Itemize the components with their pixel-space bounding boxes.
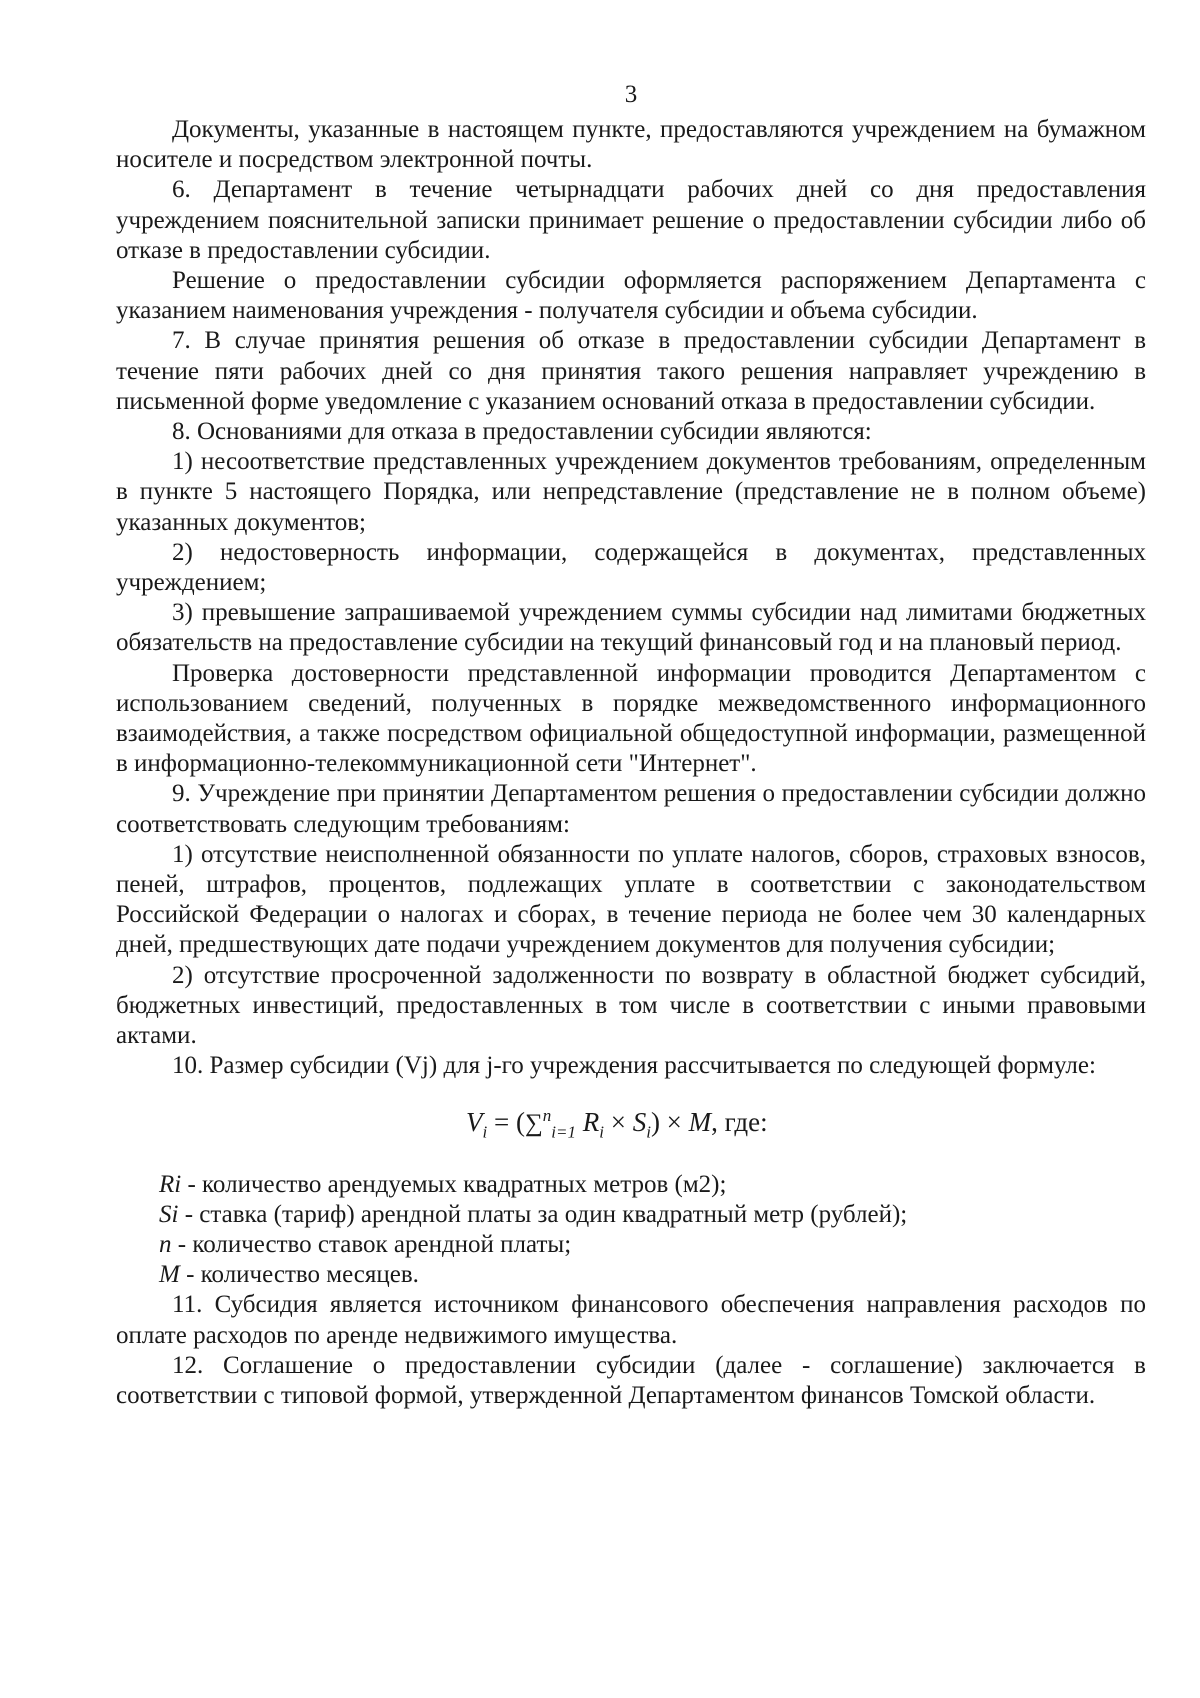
formula-r: R: [582, 1106, 600, 1137]
document-body: [116, 115, 1146, 1411]
definition-symbol: M: [159, 1261, 180, 1289]
paragraph-item-9-1: 1) отсутствие неисполненной обязанности по уплате налогов, сборов, страховых взносов, пеней, штрафов, процентов, подлежащих уплате в соответствии с законодательством Российской Федерации о налогах и сборах, в течение периода не более чем 30 календарных дней, предшествующих дате подачи учреждением документов для получения субсидии;: [116, 840, 1146, 959]
paragraph-item-10: 10. Размер субсидии (Vj) для j-го учреждения рассчитывается по следующей формуле:: [172, 1052, 1096, 1080]
definition-text: - ставка (тариф) арендной платы за один квадратный метр (рублей);: [178, 1200, 908, 1228]
paragraph-item-7: 7. В случае принятия решения об отказе в предоставлении субсидии Департамент в течение пяти рабочих дней со дня принятия такого решения направляет учреждению в письменной форме уведомление с указанием оснований отказа в предоставлении субсидии.: [116, 327, 1146, 415]
definition-text: - количество ставок арендной платы;: [171, 1230, 572, 1258]
definition-symbol: Si: [159, 1200, 179, 1228]
definition-m: [116, 1260, 1146, 1290]
definition-ri: [116, 1170, 1146, 1200]
paragraph-item-8-3: 3) превышение запрашиваемой учреждением суммы субсидии над лимитами бюджетных обязательств на предоставление субсидии на текущий финансовый год и на плановый период.: [116, 599, 1146, 657]
formula-sum-upper: n: [542, 1105, 552, 1125]
paragraph-decision-order: Решение о предоставлении субсидии оформляется распоряжением Департамента с указанием наименования учреждения - получателя субсидии и объема субсидии.: [116, 267, 1146, 325]
paragraph-item-11: 11. Субсидия является источником финансового обеспечения направления расходов по оплате расходов по аренде недвижимого имущества.: [116, 1291, 1146, 1349]
definition-symbol: Ri: [159, 1170, 182, 1198]
subsidy-formula: [116, 1102, 1146, 1144]
formula-s: S: [632, 1106, 647, 1137]
paragraph-item-8-2: 2) недостоверность информации, содержащейся в документах, представленных учреждением;: [116, 538, 1146, 597]
formula-equals: = (: [487, 1106, 525, 1137]
formula-lhs-sub: i: [482, 1121, 488, 1141]
formula-tail: , где:: [711, 1106, 768, 1137]
formula-r-sub: i: [599, 1121, 604, 1141]
definition-text: - количество месяцев.: [179, 1261, 419, 1289]
definition-text: - количество арендуемых квадратных метров (м2);: [181, 1170, 727, 1198]
paragraph-item-8-1: 1) несоответствие представленных учреждением документов требованиям, определенным в пункте 5 настоящего Порядка, или непредставление (представление не в полном объеме) указанных документов;: [116, 448, 1146, 536]
paragraph-item-8: 8. Основаниями для отказа в предоставлении субсидии являются:: [172, 418, 872, 446]
formula-s-sub: i: [646, 1121, 651, 1141]
paragraph-item-12: 12. Соглашение о предоставлении субсидии (далее - соглашение) заключается в соответствии с типовой формой, утвержденной Департаментом финансов Томской области.: [116, 1351, 1146, 1409]
paragraph-item-6: 6. Департамент в течение четырнадцати рабочих дней со дня предоставления учреждением пояснительной записки принимает решение о предоставлении субсидии либо об отказе в предоставлении субсидии.: [116, 176, 1146, 264]
page-number: 3: [624, 81, 638, 108]
paragraph-item-9-2: 2) отсутствие просроченной задолженности по возврату в областной бюджет субсидий, бюджетных инвестиций, предоставленных в том числе в соответствии с иными правовыми актами.: [116, 961, 1146, 1050]
formula-times: ×: [603, 1106, 633, 1137]
formula-sum-lower: i=1: [551, 1121, 576, 1141]
paragraph-item-9: 9. Учреждение при принятии Департаментом решения о предоставлении субсидии должно соответствовать следующим требованиям:: [116, 780, 1146, 838]
definition-n: [116, 1230, 1146, 1260]
formula-lhs: V: [466, 1106, 483, 1137]
definition-si: [116, 1200, 1146, 1230]
formula-sum-sign: ∑: [524, 1109, 543, 1137]
formula-close-times: ) ×: [650, 1106, 689, 1137]
definition-symbol: n: [159, 1230, 172, 1258]
paragraph-documents-submission: Документы, указанные в настоящем пункте, предоставляются учреждением на бумажном носителе и посредством электронной почты.: [116, 116, 1146, 174]
paragraph-verification: Проверка достоверности представленной информации проводится Департаментом с использованием сведений, полученных в порядке межведомственного информационного взаимодействия, а также посредством официальной общедоступной информации, размещенной в информационно-телекоммуникационной сети "Интернет".: [116, 659, 1146, 778]
formula-m: M: [688, 1106, 712, 1137]
